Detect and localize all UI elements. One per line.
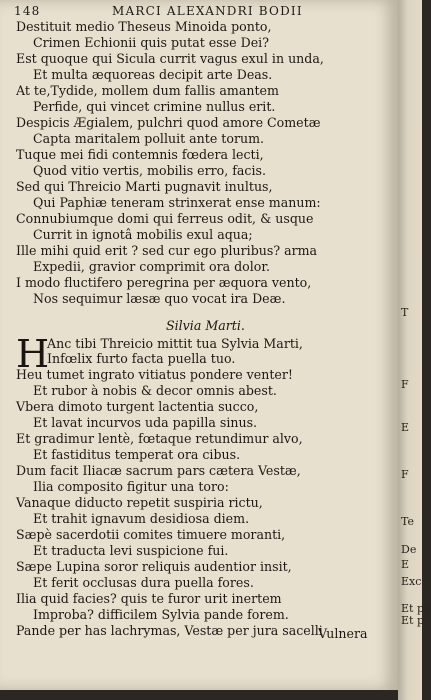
catchword: Vulnera — [318, 626, 368, 641]
edge-fragment: E — [401, 421, 410, 434]
verse-line: Improba? difficilem Sylvia pande forem. — [33, 607, 289, 622]
edge-fragment: F — [401, 378, 409, 391]
verse-line: Et ferit occlusas dura puella fores. — [33, 575, 254, 590]
verse-line: Destituit medio Theseus Minoida ponto, — [16, 19, 272, 34]
verse-line: Capta maritalem polluit ante torum. — [33, 131, 265, 146]
running-head — [14, 4, 386, 20]
verse-line: Et traducta levi suspicione fui. — [33, 543, 229, 558]
verse-line: Ilia quid facies? quis te furor urit inertem — [16, 591, 282, 606]
edge-fragment: Te — [401, 515, 414, 528]
verse-line: Et lavat incurvos uda papilla sinus. — [33, 415, 258, 430]
verse-line: Tuque mei fidi contemnis fœdera lecti, — [16, 147, 264, 162]
verse-line: Vbera dimoto turgent lactentia succo, — [16, 399, 259, 414]
verse-line: Anc tibi Threicio mittit tua Sylvia Marti, — [47, 336, 303, 351]
verse-line: Sed qui Threicio Marti pugnavit inultus, — [16, 179, 273, 194]
verse-line: Ilia composito figitur una toro: — [33, 479, 229, 494]
verse-line: Sæpè sacerdotii comites timuere moranti, — [16, 527, 286, 542]
verse-line: Currit in ignotâ mobilis exul aqua; — [33, 227, 253, 242]
edge-fragment: Exc — [401, 575, 422, 588]
verse-line: I modo fluctifero peregrina per æquora vento, — [16, 275, 312, 290]
verse-line: Connubiumque domi qui ferreus odit, & usque — [16, 211, 314, 226]
poem-heading: Silvia Marti. — [166, 318, 245, 333]
verse-line: Et trahit ignavum desidiosa diem. — [33, 511, 250, 526]
verse-line: Perfide, qui vincet crimine nullus erit. — [33, 99, 276, 114]
verse-line: Vanaque diducto repetit suspiria rictu, — [16, 495, 263, 510]
edge-fragment: F — [401, 468, 409, 481]
verse-line: Pande per has lachrymas, Vestæ per jura sacelli — [16, 623, 323, 638]
verse-line: Despicis Ægialem, pulchri quod amore Cometæ — [16, 115, 321, 130]
verse-line: Est quoque qui Sicula currit vagus exul in unda, — [16, 51, 324, 66]
verse-line: Et gradimur lentè, fœtaque retundimur alvo, — [16, 431, 303, 446]
verse-line: Heu tumet ingrato vitiatus pondere venter! — [16, 367, 293, 382]
verse-line: Expedii, gravior comprimit ora dolor. — [33, 259, 270, 274]
verse-line: Sæpe Lupina soror reliquis audentior insit, — [16, 559, 292, 574]
drop-cap: H — [16, 332, 50, 376]
running-title: MARCI ALEXANDRI BODII — [112, 4, 303, 18]
edge-fragment: Et pe — [401, 602, 431, 615]
verse-line: Dum facit Iliacæ sacrum pars cætera Vestæ, — [16, 463, 301, 478]
verse-line: Et rubor à nobis & decor omnis abest. — [33, 383, 277, 398]
verse-line: Nos sequimur læsæ quo vocat ira Deæ. — [33, 291, 286, 306]
verse-line: Et fastiditus temperat ora cibus. — [33, 447, 241, 462]
verse-line: At te,Tydide, mollem dum fallis amantem — [16, 83, 279, 98]
verse-line: Quod vitio vertis, mobilis erro, facis. — [33, 163, 266, 178]
edge-fragment: E — [401, 558, 410, 571]
verse-line: Crimen Echionii quis putat esse Dei? — [33, 35, 269, 50]
page-number: 148 — [14, 4, 41, 18]
verse-line: Qui Paphiæ teneram strinxerat ense manum: — [33, 195, 321, 210]
verse-line: Et multa æquoreas decipit arte Deas. — [33, 67, 273, 82]
edge-fragment: Et p — [401, 614, 424, 627]
adjacent-page-edge — [398, 0, 431, 700]
verse-line: Infœlix furto facta puella tuo. — [47, 351, 236, 366]
verse-line: Ille mihi quid erit ? sed cur ego pluribus? arma — [16, 243, 318, 258]
edge-fragment: De — [401, 543, 417, 556]
edge-fragment: T — [401, 306, 409, 319]
